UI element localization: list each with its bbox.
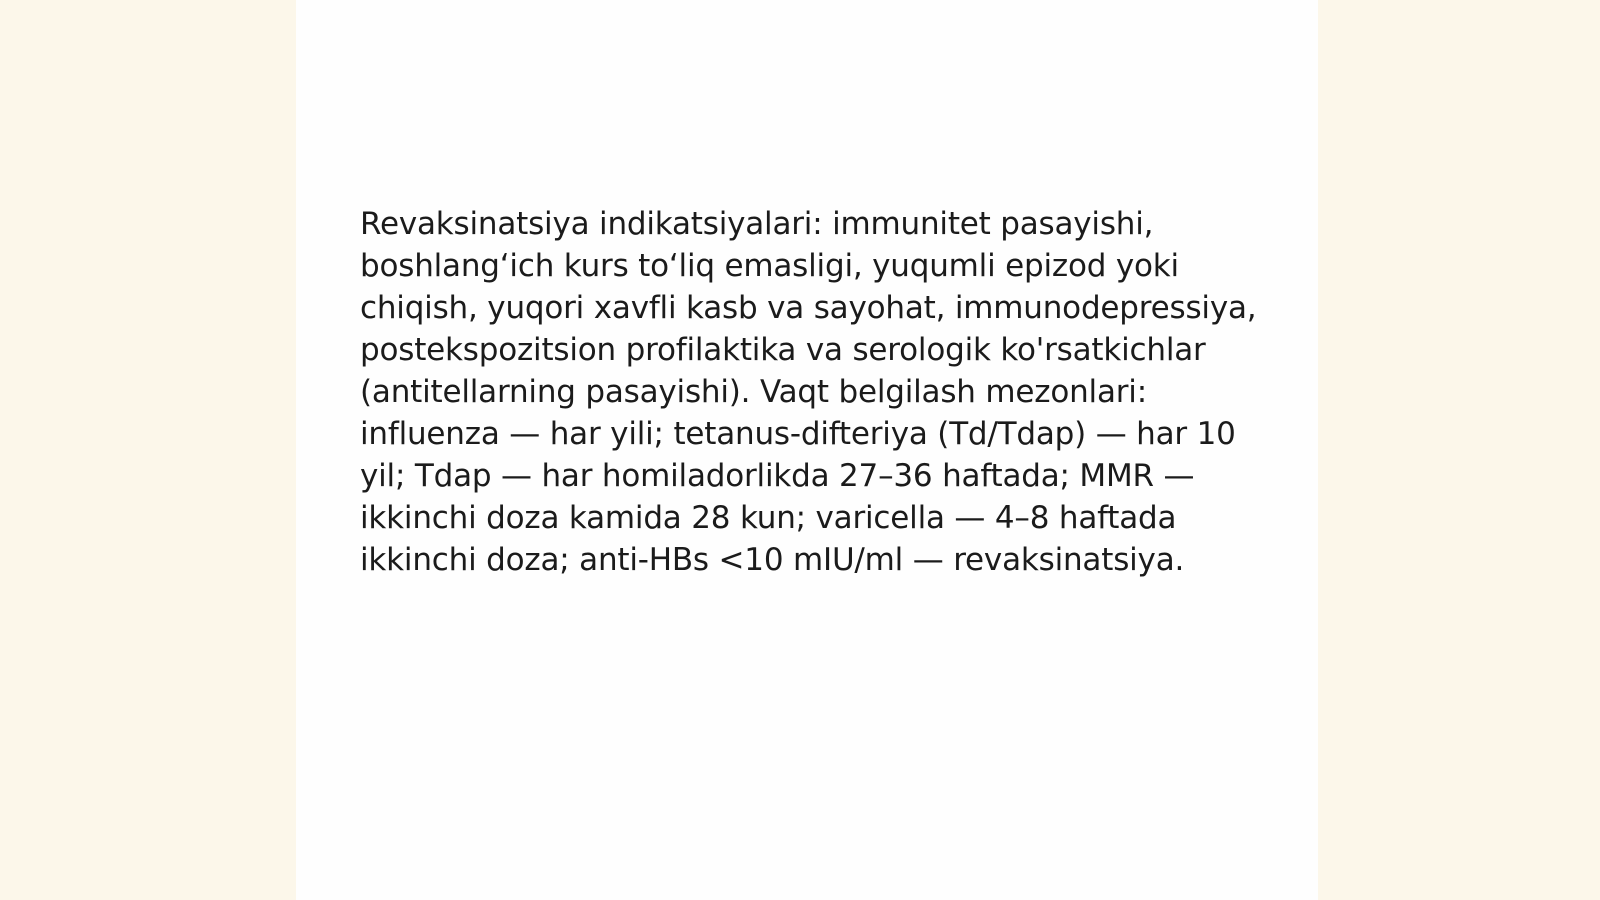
document-page: [296, 0, 1318, 900]
body-paragraph: Revaksinatsiya indikatsiyalari: immunitet pasayishi, boshlang‘ich kurs to‘liq emasligi, yuqumli epizod yoki chiqish, yuqori xavfli kasb va sayohat, immunodepressiya, postekspozitsion profilaktika va serologik ko'rsatkichlar (antitellarning pasayishi). Vaqt belgilash mezonlari: influenza — har yili; tetanus-difteriya (Td/Tdap) — har 10 yil; Tdap — har homiladorlikda 27–36 haftada; MMR — ikkinchi doza kamida 28 kun; varicella — 4–8 haftada ikkinchi doza; anti-HBs <10 mIU/ml — revaksinatsiya.: [360, 206, 1257, 578]
